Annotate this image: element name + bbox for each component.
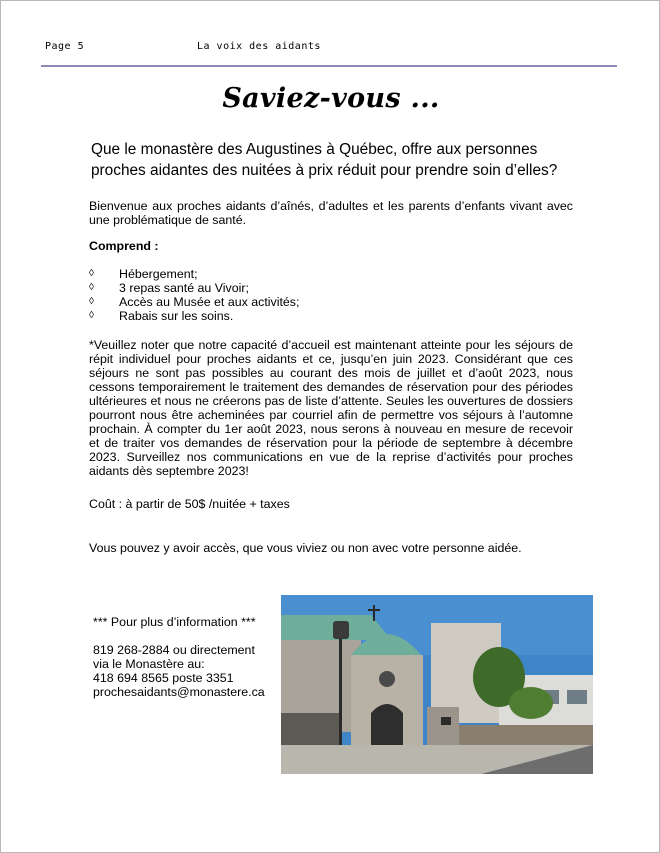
article-heading: Saviez-vous ...: [222, 83, 440, 114]
diamond-bullet-icon: ◊: [89, 282, 94, 293]
diamond-bullet-icon: ◊: [89, 268, 94, 279]
list-item: [89, 309, 569, 323]
page-number: Page 5: [45, 41, 85, 52]
intro-question: Que le monastère des Augustines à Québec, offre aux personnes proches aidantes des nuitées à prix réduit pour prendre soin d’elles?: [91, 141, 558, 179]
benefits-list: [89, 267, 569, 323]
cost-line: Coût : à partir de 50$ /nuitée + taxes: [89, 497, 290, 511]
includes-label: Comprend :: [89, 239, 159, 253]
list-item: [89, 267, 569, 281]
contact-block: [93, 615, 283, 699]
diamond-bullet-icon: ◊: [89, 296, 94, 307]
header-divider: [41, 65, 617, 67]
list-item: [89, 281, 569, 295]
contact-phone: 819 268-2884 ou directement: [93, 643, 255, 657]
capacity-note: *Veuillez noter que notre capacité d’accueil est maintenant atteinte pour les séjours de répit individuel pour proches aidants et ce, jusqu’en juin 2023. Considérant que ces séjours ne sont pas possibles au courant des mois de juillet et d’août 2023, nous cessons temporairement le traitement des demandes de réservation pour des périodes ultérieures et nous ne créerons pas de liste d’attente. Seules les ouvertures de dossiers pourront nous être acheminées par courriel afin de permettre vos séjours à l’automne prochain. À compter du 1er août 2023, nous serons à nouveau en mesure de recevoir et de traiter vos demandes de réservation pour la période de septembre à décembre 2023. Surveillez nos communications en vue de la reprise d’activités pour proches aidants dès septembre 2023!: [89, 338, 573, 478]
benefit-text: 3 repas santé au Vivoir;: [119, 281, 249, 295]
benefit-text: Hébergement;: [119, 267, 198, 281]
access-line: Vous pouvez y avoir accès, que vous viviez ou non avec votre personne aidée.: [89, 541, 522, 555]
welcome-paragraph: Bienvenue aux proches aidants d’aînés, d’adultes et les parents d’enfants vivant avec une problématique de santé.: [89, 199, 573, 227]
contact-title: *** Pour plus d’information ***: [93, 615, 256, 629]
monastery-photo: [281, 595, 593, 774]
benefit-text: Accès au Musée et aux activités;: [119, 295, 300, 309]
contact-email: prochesaidants@monastere.ca: [93, 685, 265, 699]
diamond-bullet-icon: ◊: [89, 310, 94, 321]
publication-title: La voix des aidants: [197, 41, 321, 52]
monastery-phone: 418 694 8565 poste 3351: [93, 671, 234, 685]
benefit-text: Rabais sur les soins.: [119, 309, 234, 323]
contact-via: via le Monastère au:: [93, 657, 205, 671]
list-item: [89, 295, 569, 309]
